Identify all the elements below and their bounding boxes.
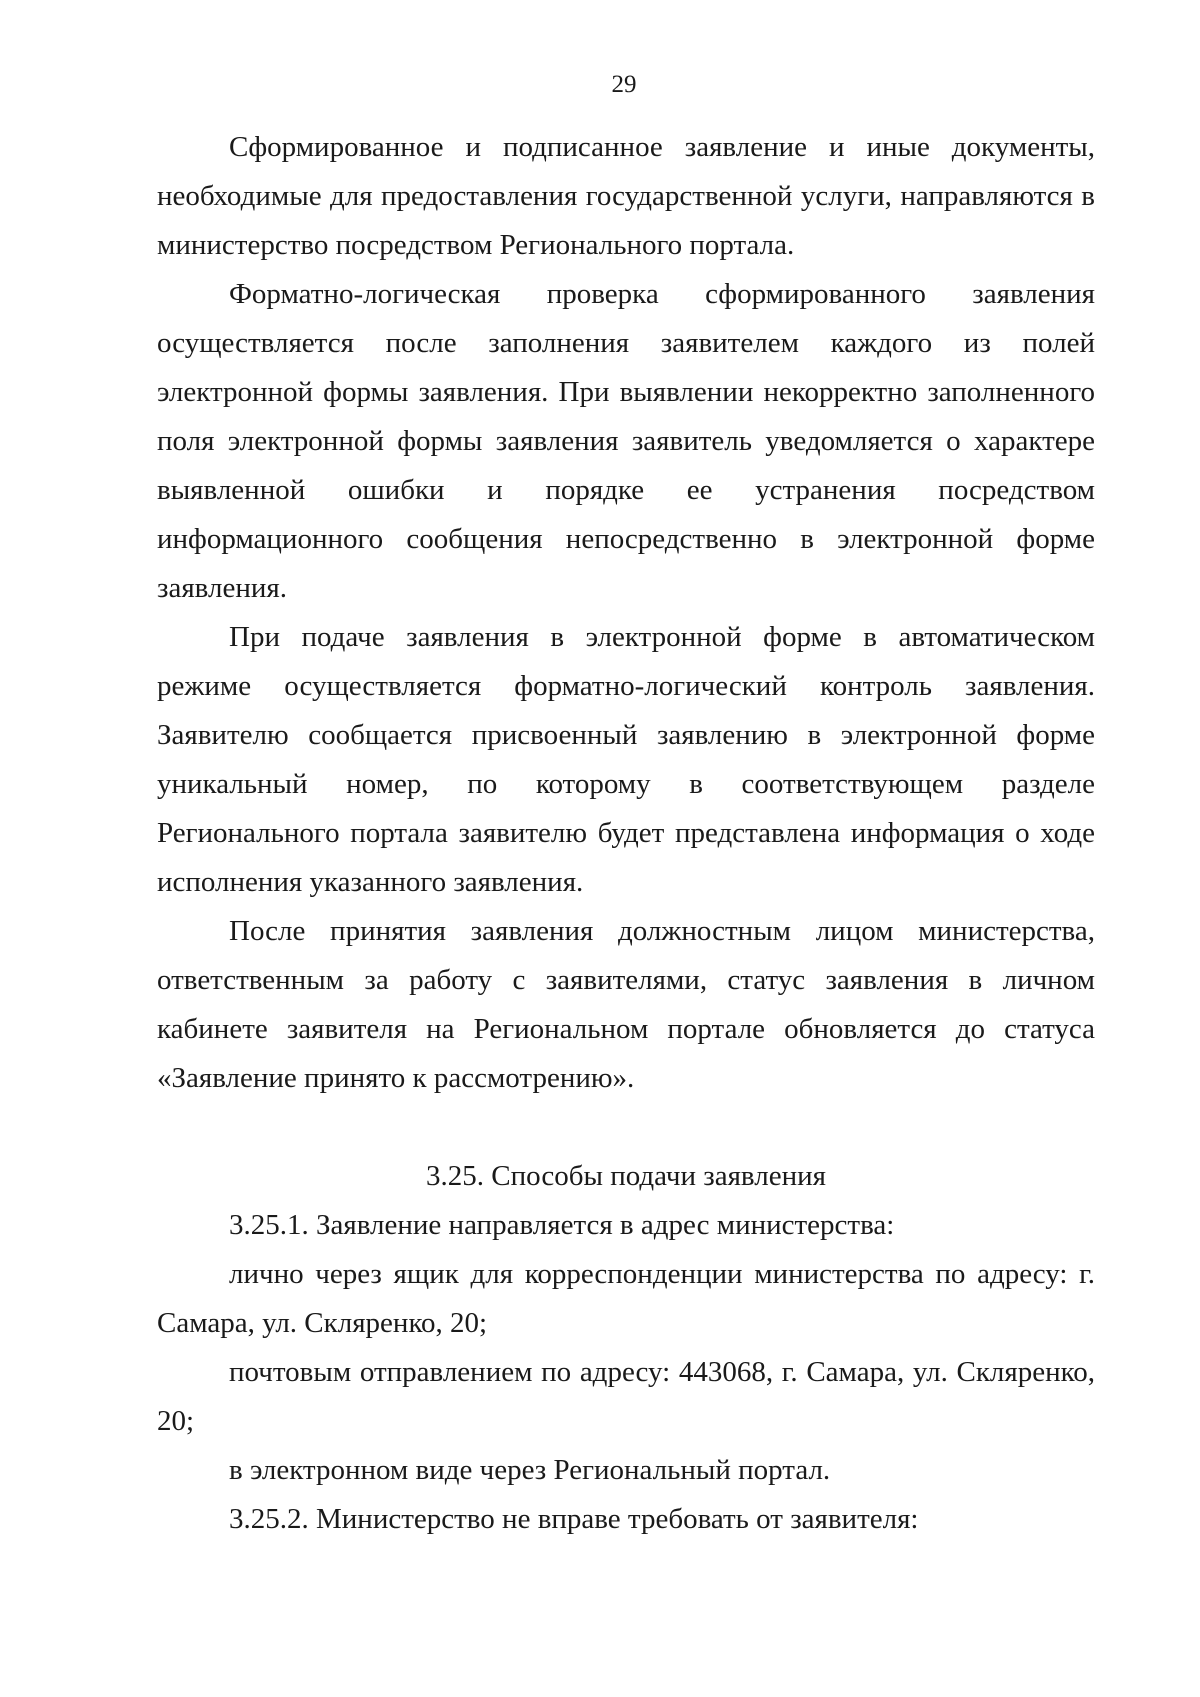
document-body (157, 123, 1095, 1544)
paragraph-format-check: Форматно-логическая проверка сформированного заявления осуществляется после заполнения заявителем каждого из полей электронной формы заявления. При выявлении некорректно заполненного поля электронной формы заявления заявитель уведомляется о характере выявленной ошибки и порядке ее устранения посредством информационного сообщения непосредственно в электронной форме заявления. (157, 278, 1095, 604)
paragraph-status-update: После принятия заявления должностным лицом министерства, ответственным за работу с заявителями, статус заявления в личном кабинете заявителя на Региональном портале обновляется до статуса «Заявление принято к рассмотрению». (157, 915, 1095, 1094)
section-item-address: 3.25.1. Заявление направляется в адрес министерства: (229, 1209, 895, 1241)
section-item-electronic: в электронном виде через Региональный портал. (229, 1454, 831, 1486)
section-item-not-entitled: 3.25.2. Министерство не вправе требовать от заявителя: (229, 1503, 919, 1535)
section-item-in-person: лично через ящик для корреспонденции министерства по адресу: г. Самара, ул. Скляренко, 20; (157, 1258, 1095, 1339)
paragraph-submission: Сформированное и подписанное заявление и иные документы, необходимые для предоставления государственной услуги, направляются в министерство посредством Регионального портала. (157, 131, 1095, 261)
section-item-by-post: почтовым отправлением по адресу: 443068, г. Самара, ул. Скляренко, 20; (157, 1356, 1095, 1437)
paragraph-automatic-control: При подаче заявления в электронной форме в автоматическом режиме осуществляется форматно-логический контроль заявления. Заявителю сообщается присвоенный заявлению в электронной форме уникальный номер, по которому в соответствующем разделе Регионального портала заявителю будет представлена информация о ходе исполнения указанного заявления. (157, 621, 1095, 898)
section-heading: 3.25. Способы подачи заявления (426, 1160, 826, 1192)
page-number: 29 (611, 71, 637, 98)
